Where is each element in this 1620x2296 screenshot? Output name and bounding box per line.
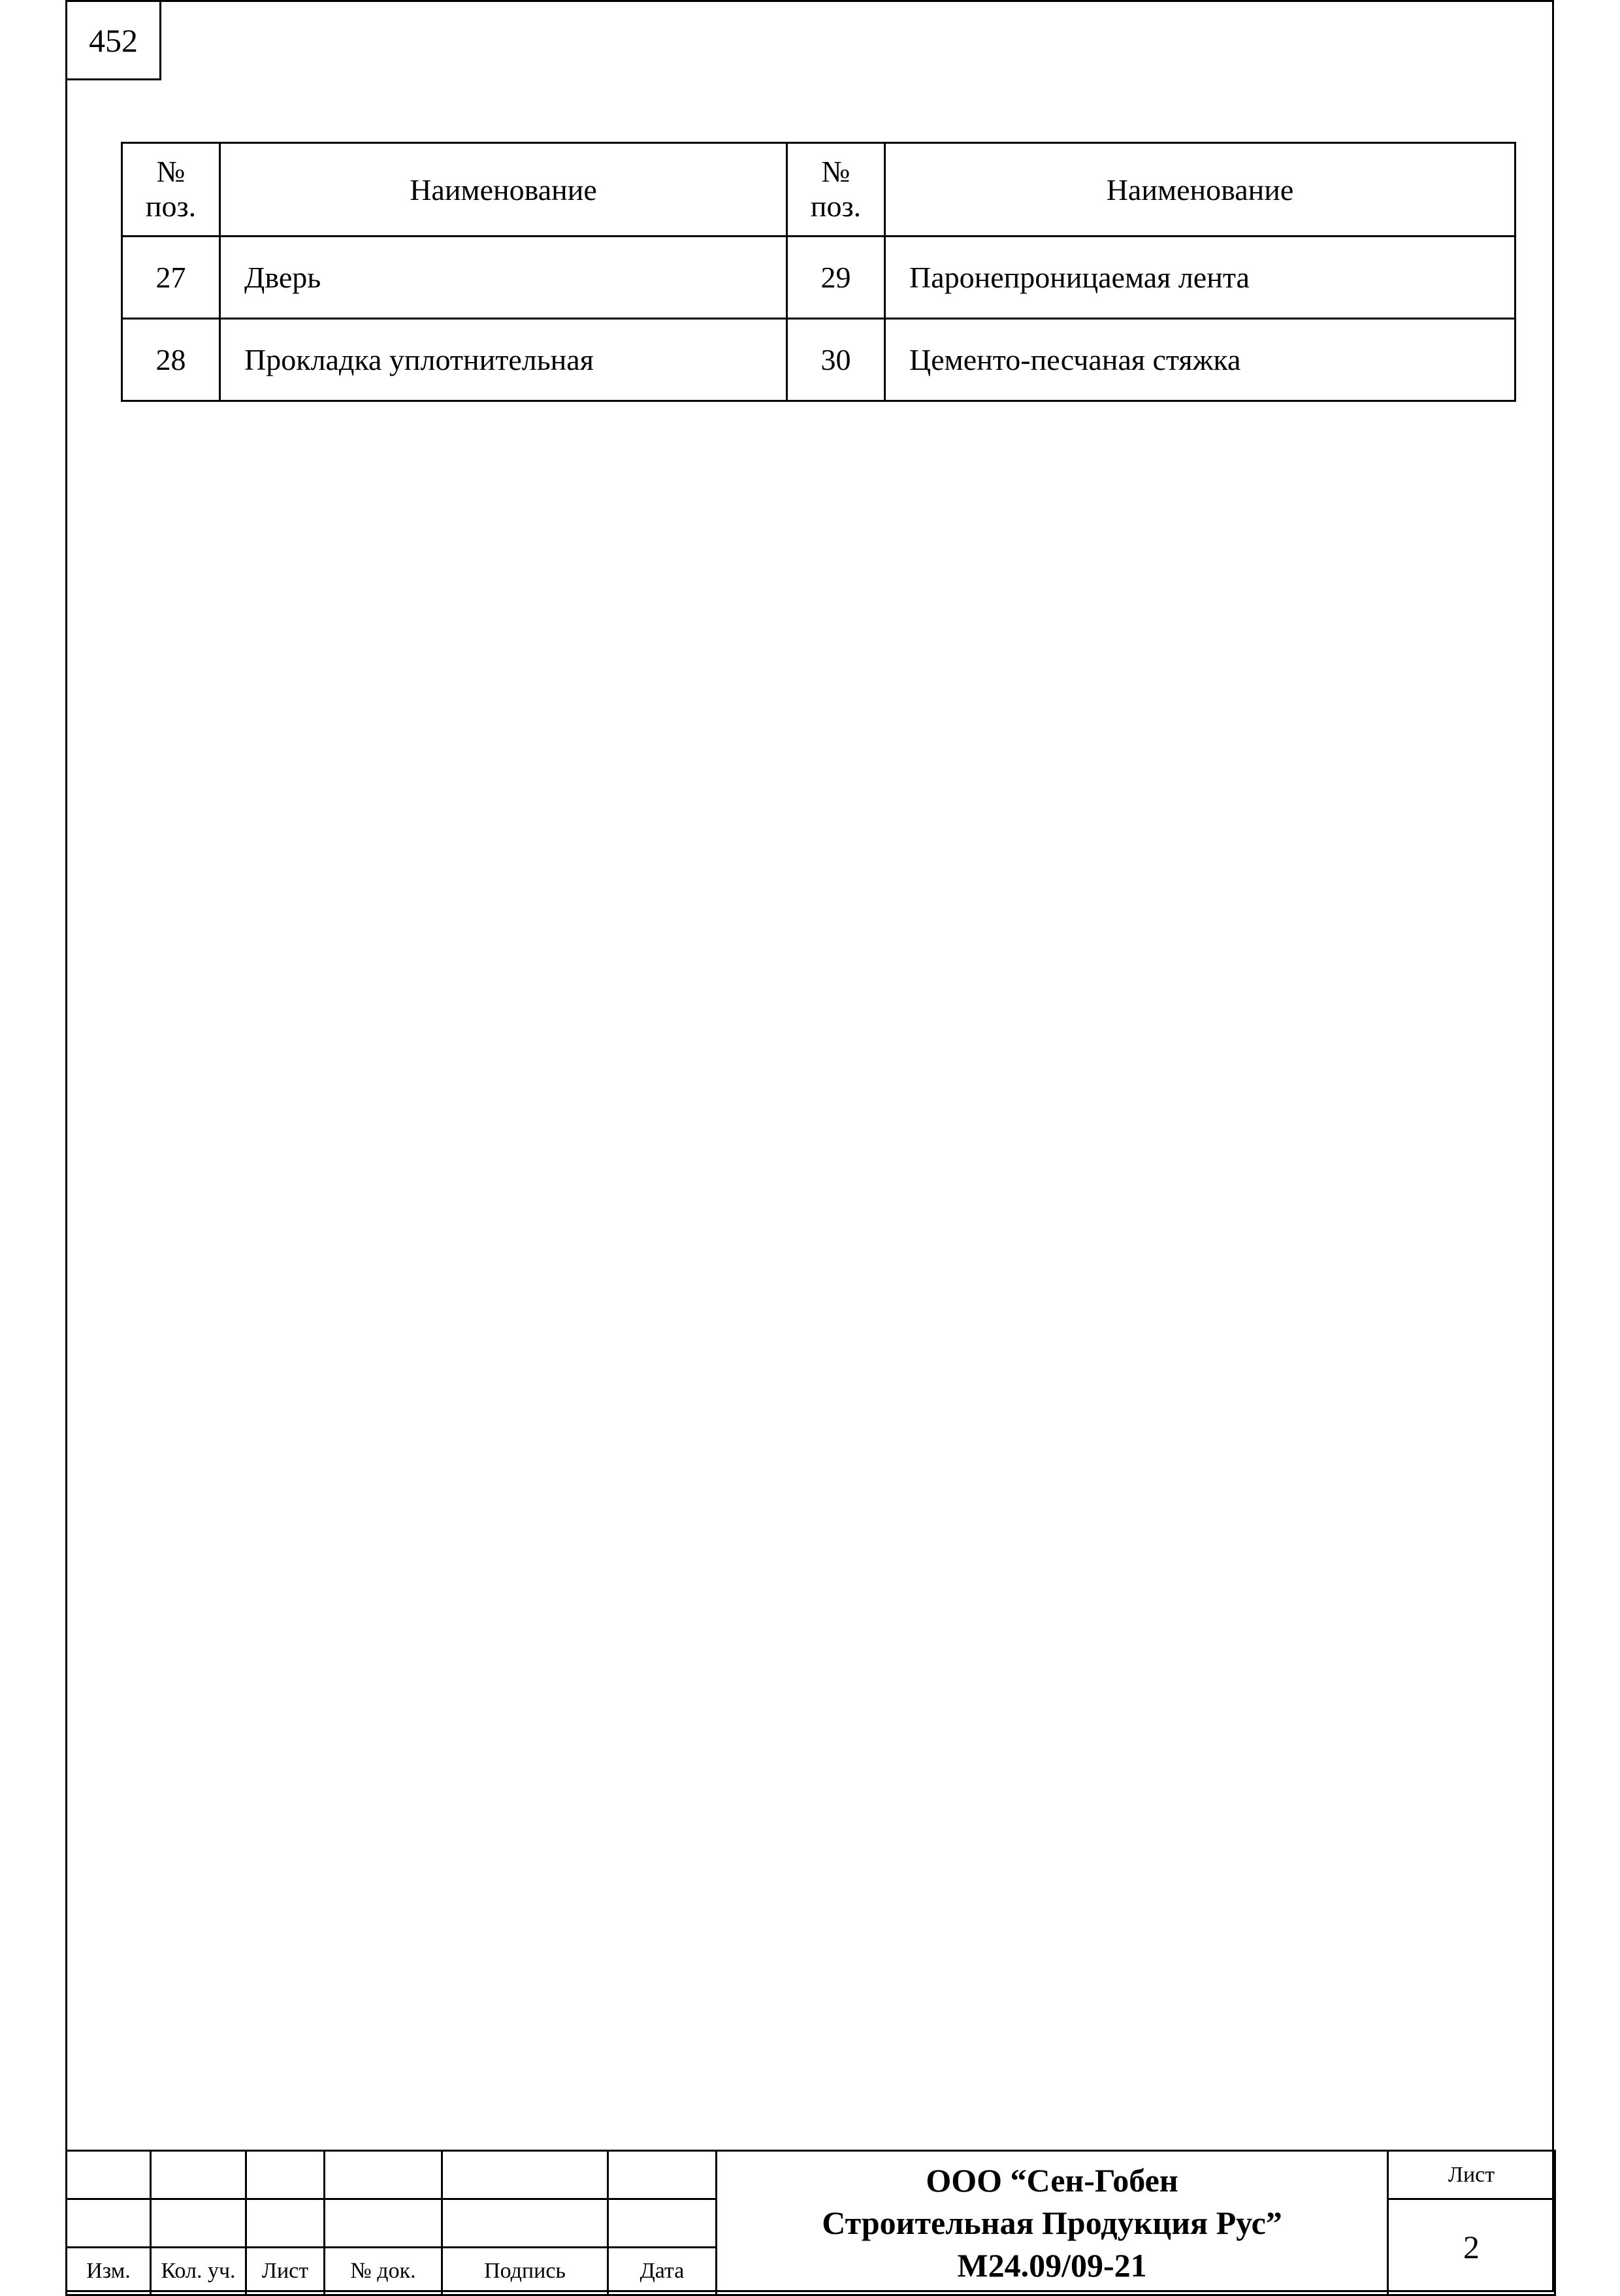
stamp-label-doc-number: № док. — [325, 2248, 442, 2295]
header-name-left: Наименование — [220, 143, 787, 237]
title-block — [65, 2150, 1556, 2296]
table-row — [122, 319, 1515, 401]
stamp-cell — [325, 2151, 442, 2199]
header-name-right: Наименование — [885, 143, 1515, 237]
cell-name: Прокладка уплотнительная — [220, 319, 787, 401]
stamp-cell — [608, 2151, 717, 2199]
org-line-2: Строительная Продукция Рус” — [822, 2204, 1282, 2241]
stamp-cell — [151, 2199, 246, 2248]
org-line-1: ООО “Сен-Гобен — [926, 2161, 1178, 2199]
organization-block — [717, 2151, 1388, 2295]
cell-name: Дверь — [220, 237, 787, 319]
stamp-cell — [442, 2151, 608, 2199]
stamp-cell — [67, 2151, 151, 2199]
cell-pos: 29 — [787, 237, 885, 319]
header-num-sign: № — [156, 155, 186, 189]
stamp-cell — [151, 2151, 246, 2199]
stamp-label-izm: Изм. — [67, 2248, 151, 2295]
stamp-cell — [246, 2151, 325, 2199]
cell-name: Паронепроницаемая лента — [885, 237, 1515, 319]
stamp-label-kol-uch: Кол. уч. — [151, 2248, 246, 2295]
stamp-cell — [325, 2199, 442, 2248]
cell-pos: 30 — [787, 319, 885, 401]
stamp-cell — [246, 2199, 325, 2248]
header-num-sign: № — [821, 155, 850, 189]
spec-table — [121, 142, 1516, 402]
stamp-cell — [442, 2199, 608, 2248]
cell-name: Цементо-песчаная стяжка — [885, 319, 1515, 401]
stamp-label-date: Дата — [608, 2248, 717, 2295]
sheet-label: Лист — [1388, 2151, 1555, 2199]
stamp-label-list: Лист — [246, 2248, 325, 2295]
stamp-label-signature: Подпись — [442, 2248, 608, 2295]
header-pos-left — [122, 143, 220, 237]
stamp-cell — [608, 2199, 717, 2248]
sheet-number: 2 — [1388, 2199, 1555, 2295]
cell-pos: 27 — [122, 237, 220, 319]
spec-table-header — [122, 143, 1515, 237]
header-pos-abbr: поз. — [145, 189, 197, 223]
cell-pos: 28 — [122, 319, 220, 401]
header-pos-right — [787, 143, 885, 237]
stamp-cell — [67, 2199, 151, 2248]
page-number: 452 — [65, 0, 161, 80]
header-pos-abbr: поз. — [810, 189, 862, 223]
document-code: М24.09/09-21 — [957, 2246, 1147, 2284]
table-row — [122, 237, 1515, 319]
